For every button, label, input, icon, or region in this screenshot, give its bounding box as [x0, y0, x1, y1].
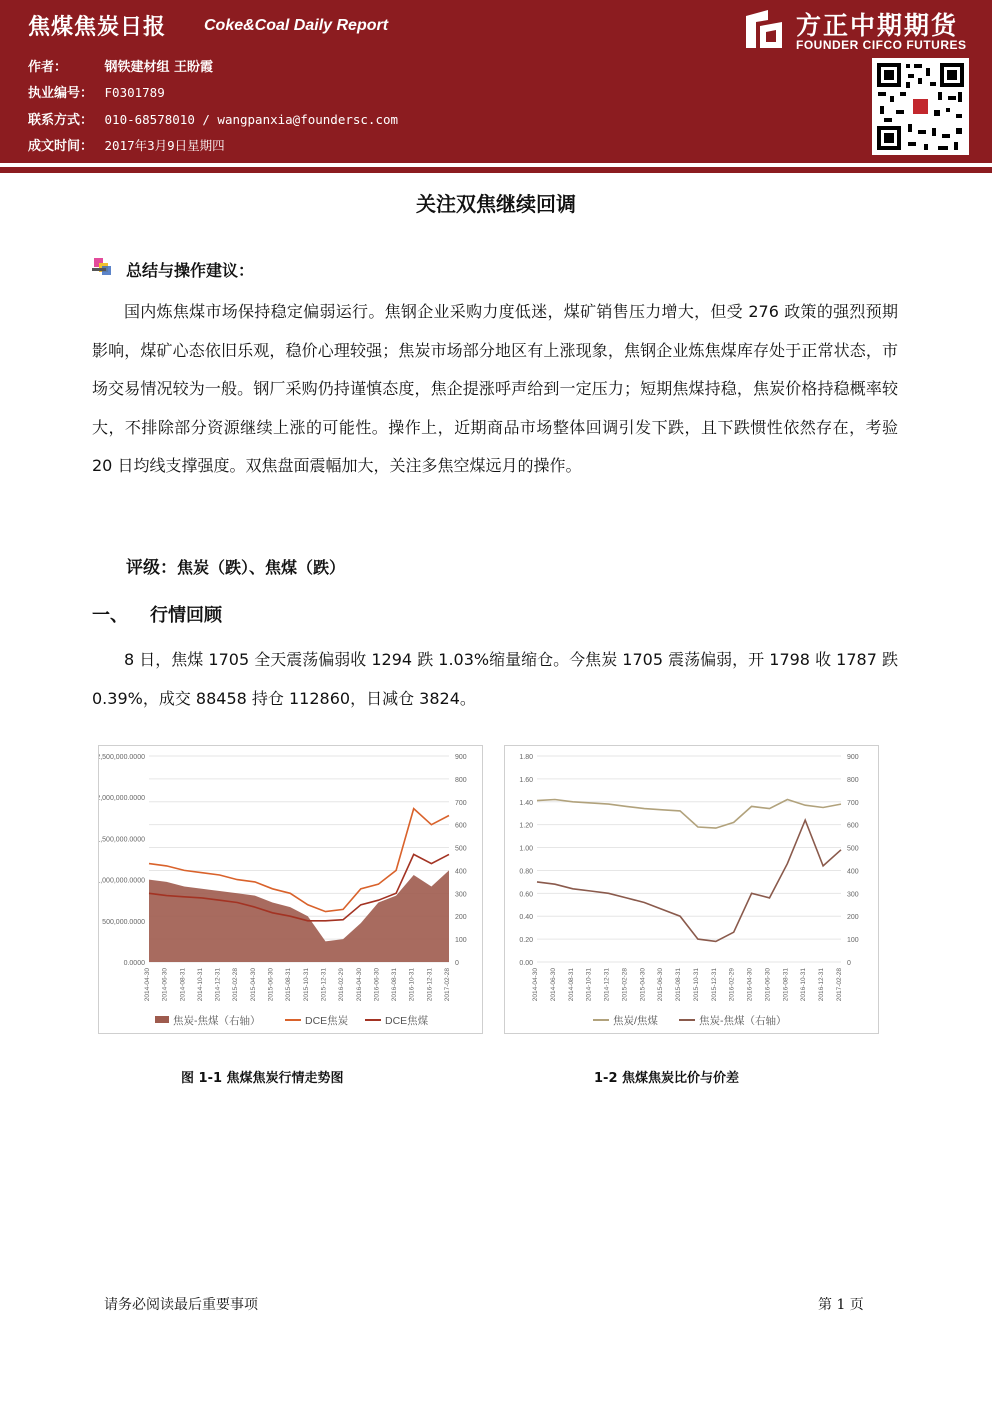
summary-heading: 总结与操作建议： — [126, 261, 255, 280]
x-tick-label: 2015-12-31 — [710, 968, 718, 1002]
rating-line — [126, 553, 345, 578]
chart-2-ratio-spread — [505, 746, 878, 1033]
y-right-tick-label: 0 — [847, 960, 851, 967]
x-tick-label: 2016-08-31 — [391, 968, 399, 1002]
section1-paragraph — [92, 641, 898, 718]
summary-text: 国内炼焦煤市场保持稳定偏弱运行。焦钢企业采购力度低迷，煤矿销售压力增大，但受 276 政策的强烈预期影响，煤矿心态依旧乐观，稳价心理较强；焦炭市场部分地区有上涨现象，焦钢企业炼焦煤库存处于正常状态，市场交易情况较为一般。钢厂采购仍持谨慎态度，焦企提涨呼声给到一定压力；短期焦煤持稳，焦炭价格持稳概率较大，不排除部分资源继续上涨的可能性。操作上，近期商品市场整体回调引发下跌，且下跌惯性依然存在，考验 20 日均线支撑强度。双焦盘面震幅加大，关注多焦空煤远月的操作。 — [92, 302, 898, 475]
legend-label: DCE焦煤 — [385, 1015, 429, 1027]
chart-1-container — [98, 745, 483, 1034]
y-left-tick-label: 1.00 — [519, 845, 533, 853]
contact-value: 010-68578010 / wangpanxia@foundersc.com — [104, 112, 399, 127]
y-left-tick-label: 1.40 — [519, 799, 533, 807]
brand-name-cn: 方正中期期货 — [796, 11, 959, 40]
brand-mark-icon — [744, 8, 784, 50]
y-left-tick-label: 1.80 — [519, 754, 533, 761]
y-left-tick-label: 500,000.0000 — [102, 918, 145, 926]
x-tick-label: 2015-06-30 — [267, 968, 275, 1002]
author-value: 钢铁建材组 王盼霞 — [104, 60, 214, 75]
x-tick-label: 2015-04-30 — [249, 968, 257, 1002]
legend-label: DCE焦炭 — [305, 1015, 349, 1027]
x-tick-label: 2016-12-31 — [426, 968, 434, 1002]
brand-logo — [744, 6, 974, 54]
y-right-tick-label: 500 — [847, 845, 859, 853]
x-tick-label: 2017-02-28 — [836, 968, 843, 1002]
legend-label: 焦炭/焦煤 — [613, 1015, 658, 1027]
y-left-tick-label: 1,500,000.0000 — [99, 836, 145, 844]
x-tick-label: 2014-10-31 — [196, 968, 204, 1002]
y-right-tick-label: 100 — [847, 937, 859, 945]
x-tick-label: 2014-06-30 — [161, 968, 169, 1002]
x-tick-label: 2015-04-30 — [639, 968, 647, 1002]
x-tick-label: 2016-10-31 — [800, 968, 808, 1002]
y-left-tick-label: 1,000,000.0000 — [99, 877, 145, 885]
legend-label: 焦炭-焦煤（右轴） — [699, 1015, 787, 1027]
y-left-tick-label: 2,000,000.0000 — [99, 795, 145, 803]
chart-2-caption: 1-2 焦煤焦炭比价与价差 — [594, 1071, 740, 1086]
x-tick-label: 2015-10-31 — [692, 968, 700, 1002]
y-left-tick-label: 0.00 — [519, 960, 533, 967]
y-right-tick-label: 300 — [455, 891, 467, 899]
report-header — [0, 0, 992, 163]
x-tick-label: 2014-12-31 — [603, 968, 611, 1002]
series-line-1 — [537, 820, 841, 941]
x-tick-label: 2014-08-31 — [567, 968, 575, 1002]
y-right-tick-label: 700 — [847, 799, 859, 807]
x-tick-label: 2016-04-30 — [746, 968, 754, 1002]
x-tick-label: 2014-06-30 — [549, 968, 557, 1002]
y-right-tick-label: 800 — [455, 776, 467, 784]
footer-notice: 请务必阅读最后重要事项 — [104, 1297, 258, 1313]
x-tick-label: 2015-08-31 — [285, 968, 293, 1002]
chart-2-container — [504, 745, 879, 1034]
x-tick-label: 2015-02-28 — [621, 968, 629, 1002]
x-tick-label: 2017-02-28 — [444, 968, 451, 1002]
y-right-tick-label: 600 — [847, 822, 859, 830]
contact-label: 联系方式： — [28, 113, 94, 128]
legend-swatch — [155, 1016, 169, 1023]
y-right-tick-label: 800 — [847, 776, 859, 784]
x-tick-label: 2014-08-31 — [179, 968, 187, 1002]
date-label: 成文时间： — [28, 139, 94, 154]
rating-value: 焦炭（跌）、焦煤（跌） — [177, 558, 346, 577]
y-left-tick-label: 0.40 — [519, 914, 533, 922]
section1-number: 一、 — [92, 605, 128, 626]
x-tick-label: 2015-02-28 — [232, 968, 240, 1002]
x-tick-label: 2016-10-31 — [408, 968, 416, 1002]
section1-title: 行情回顾 — [150, 605, 222, 626]
section1-heading — [92, 601, 222, 627]
chart-1-coke-coal-trend — [99, 746, 482, 1033]
document-title: 关注双焦继续回调 — [416, 192, 576, 216]
report-title-en: Coke&Coal Daily Report — [204, 17, 389, 34]
x-tick-label: 2016-02-29 — [728, 968, 736, 1002]
chart-1-caption: 图 1-1 焦煤焦炭行情走势图 — [181, 1071, 344, 1086]
author-line — [28, 56, 213, 75]
license-value: F0301789 — [104, 85, 165, 100]
y-right-tick-label: 100 — [455, 937, 467, 945]
date-line — [28, 135, 225, 154]
rating-label: 评级： — [126, 558, 177, 578]
x-tick-label: 2014-12-31 — [214, 968, 222, 1002]
series-area-0 — [149, 870, 449, 962]
page-number: 第 1 页 — [818, 1297, 864, 1313]
brand-name-en: FOUNDER CIFCO FUTURES — [796, 38, 967, 52]
y-left-tick-label: 0.20 — [519, 937, 533, 945]
x-tick-label: 2016-02-29 — [338, 968, 346, 1002]
y-right-tick-label: 900 — [455, 754, 467, 761]
y-left-tick-label: 0.80 — [519, 868, 533, 876]
y-right-tick-label: 400 — [847, 868, 859, 876]
series-line-0 — [537, 800, 841, 829]
x-tick-label: 2016-04-30 — [355, 968, 363, 1002]
license-label: 执业编号： — [28, 86, 94, 101]
x-tick-label: 2015-08-31 — [675, 968, 683, 1002]
summary-paragraph — [92, 293, 898, 486]
y-right-tick-label: 0 — [455, 960, 459, 967]
author-label: 作者： — [28, 60, 68, 75]
y-right-tick-label: 600 — [455, 822, 467, 830]
y-right-tick-label: 500 — [455, 845, 467, 853]
y-right-tick-label: 300 — [847, 891, 859, 899]
x-tick-label: 2015-06-30 — [657, 968, 665, 1002]
x-tick-label: 2015-10-31 — [302, 968, 310, 1002]
license-line — [28, 82, 165, 101]
report-title-cn: 焦煤焦炭日报 — [28, 15, 167, 40]
x-tick-label: 2016-06-30 — [373, 968, 381, 1002]
legend-label: 焦炭-焦煤（右轴） — [173, 1015, 261, 1027]
y-right-tick-label: 900 — [847, 754, 859, 761]
y-left-tick-label: 1.20 — [519, 822, 533, 830]
x-tick-label: 2015-12-31 — [320, 968, 328, 1002]
y-left-tick-label: 0.60 — [519, 891, 533, 899]
y-left-tick-label: 2,500,000.0000 — [99, 754, 145, 761]
contact-line — [28, 109, 398, 128]
x-tick-label: 2014-04-30 — [144, 968, 151, 1002]
y-right-tick-label: 200 — [455, 914, 467, 922]
x-tick-label: 2016-12-31 — [818, 968, 826, 1002]
y-right-tick-label: 700 — [455, 799, 467, 807]
qr-code-icon — [872, 58, 969, 155]
y-left-tick-label: 0.0000 — [123, 960, 145, 967]
date-value: 2017年3月9日星期四 — [104, 138, 225, 153]
x-tick-label: 2016-08-31 — [782, 968, 790, 1002]
x-tick-label: 2014-04-30 — [532, 968, 539, 1002]
header-bottom-rule — [0, 167, 992, 173]
section1-text: 8 日，焦煤 1705 全天震荡偏弱收 1294 跌 1.03%缩量缩仓。今焦炭 1705 震荡偏弱，开 1798 收 1787 跌 0.39%，成交 88458 持仓 112860，日减仓 3824。 — [92, 650, 898, 708]
section-bullet-icon — [92, 256, 114, 278]
y-right-tick-label: 400 — [455, 868, 467, 876]
x-tick-label: 2014-10-31 — [585, 968, 593, 1002]
y-right-tick-label: 200 — [847, 914, 859, 922]
y-left-tick-label: 1.60 — [519, 776, 533, 784]
x-tick-label: 2016-06-30 — [764, 968, 772, 1002]
